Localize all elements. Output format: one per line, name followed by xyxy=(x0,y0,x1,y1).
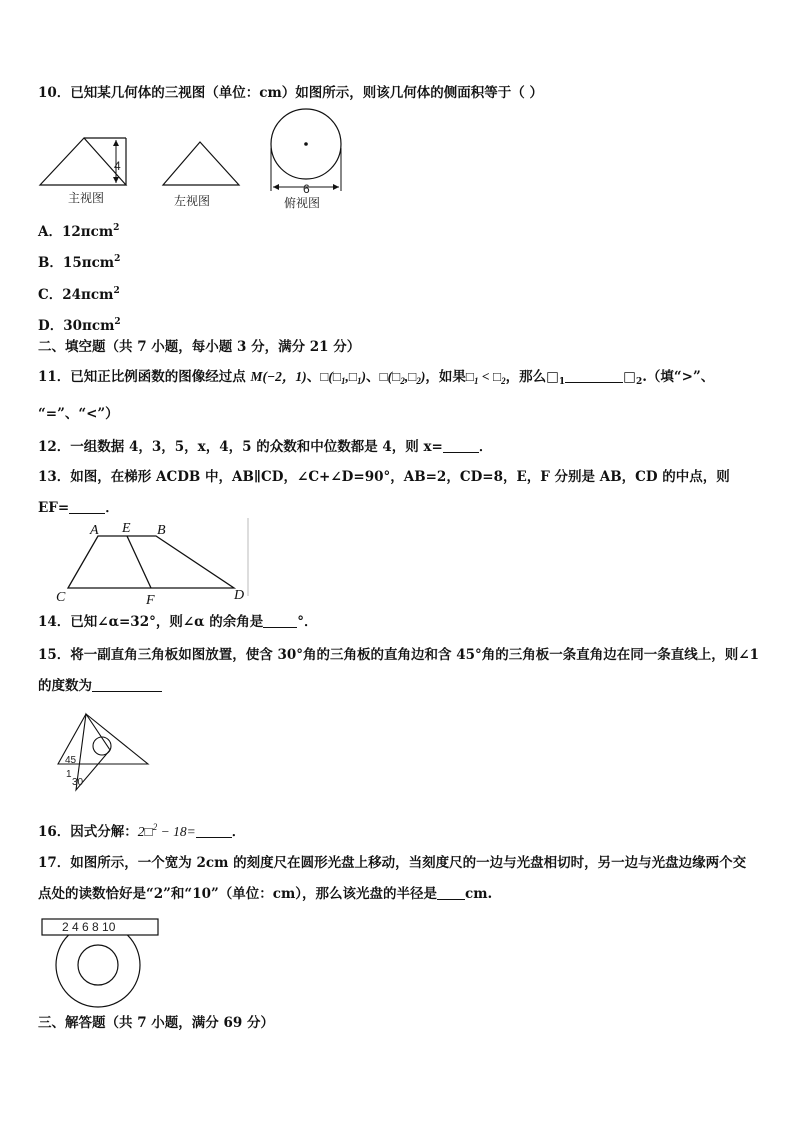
point-c-label: C xyxy=(56,590,66,605)
point-f-label: F xyxy=(146,593,155,606)
q11-line2: “=”、“<”） xyxy=(38,406,119,422)
q15-set-squares-figure xyxy=(52,710,156,798)
q10-option-d: D．30πcm$^2$ xyxy=(38,317,121,334)
q11-stem: 11．已知正比例函数的图像经过点 M(−2，1)、$□(□_1,□_1)$、$□(□_2,□_2)$，如果$□_1$ < $□_2$，那么$□_1$ $□_2$.（填“>”、 xyxy=(38,369,715,387)
point-e-label: E xyxy=(122,521,131,536)
top-view xyxy=(271,109,341,210)
q12-answer-blank[interactable] xyxy=(443,438,479,453)
height-label: 4 xyxy=(114,159,121,173)
q10-option-b: B．15πcm$^2$ xyxy=(38,254,121,271)
q10-option-c: C．24πcm$^2$ xyxy=(38,286,120,303)
q10-option-a: A．12πcm$^2$ xyxy=(38,223,120,240)
q17-answer-blank[interactable] xyxy=(437,885,465,900)
section2-heading: 二、填空题（共 7 小题，每小题 3 分，满分 21 分） xyxy=(38,339,361,355)
q17-ruler-disc-figure xyxy=(38,915,164,1009)
q13-trapezoid-figure xyxy=(52,518,252,606)
angle-45-label: 45 xyxy=(65,755,77,766)
q14-answer-blank[interactable] xyxy=(263,613,297,628)
q13-stem: 13．如图，在梯形 ACDB 中，AB∥CD，∠C+∠D=90°，AB=2，CD=8，E，F 分别是 AB，CD 的中点，则 xyxy=(38,469,730,485)
front-view xyxy=(40,138,126,205)
q14-stem: 14．已知∠α=32°，则∠α 的余角是 °． xyxy=(38,614,318,630)
q13-answer-blank[interactable] xyxy=(69,499,105,514)
angle-30-label: 30 xyxy=(72,777,84,788)
q11-answer-blank[interactable] xyxy=(565,368,623,383)
section3-heading: 三、解答题（共 7 小题，满分 69 分） xyxy=(38,1015,274,1031)
q12-stem: 12．一组数据 4，3，5，x，4，5 的众数和中位数都是 4，则 x= ． xyxy=(38,439,493,455)
q17-stem: 17．如图所示，一个宽为 2cm 的刻度尺在圆形光盘上移动，当刻度尺的一边与光盘相切时，另一边与光盘边缘两个交 xyxy=(38,855,747,871)
point-b-label: B xyxy=(157,523,166,538)
left-view xyxy=(163,142,239,208)
q16-answer-blank[interactable] xyxy=(196,823,232,838)
point-a-label: A xyxy=(90,523,99,538)
ruler-readings: 2 4 6 8 10 xyxy=(62,920,116,934)
q15-line2: 的度数为 xyxy=(38,677,162,695)
q15-answer-blank[interactable] xyxy=(92,677,162,692)
q15-stem: 15．将一副直角三角板如图放置，使含 30°角的三角板的直角边和含 45°角的三角板一条直角边在同一条直线上，则∠1 xyxy=(38,647,759,663)
left-view-label: 左视图 xyxy=(174,194,211,208)
front-view-label: 主视图 xyxy=(68,191,105,205)
q10-stem: 10．已知某几何体的三视图（单位：cm）如图所示，则该几何体的侧面积等于（ ） xyxy=(38,85,543,101)
point-d-label: D xyxy=(234,588,245,603)
angle-1-label: 1 xyxy=(66,769,72,780)
q10-three-views-figure xyxy=(36,108,356,214)
q13-line2: EF= ． xyxy=(38,500,119,516)
top-view-label: 俯视图 xyxy=(284,196,321,210)
q16-stem: 16．因式分解：2□$^2$ − 18= ． xyxy=(38,822,246,840)
width-label: 6 xyxy=(303,182,310,196)
q17-line2: 点处的读数恰好是“2”和“10”（单位：cm），那么该光盘的半径是 cm. xyxy=(38,886,493,902)
